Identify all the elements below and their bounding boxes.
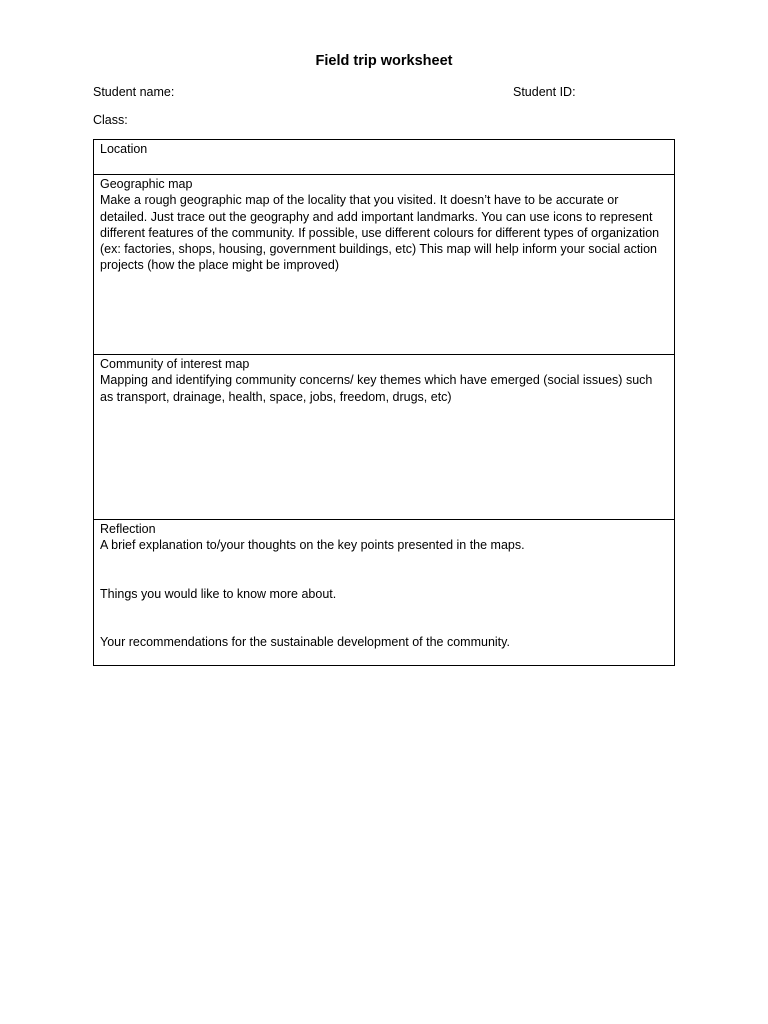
page-title: Field trip worksheet	[315, 53, 453, 69]
geographic-map-description: Make a rough geographic map of the locality that you visited. It doesn’t have to be accurate or detailed. Just trace out the geography and add important landmarks. You can use icons to represent different features of the community. If possible, use different colours for different types of organization (ex: factories, shops, housing, government buildings, etc) This map will help inform your social action projects (how the place might be improved)	[100, 193, 660, 273]
geographic-map-row	[94, 174, 674, 354]
student-name-label: Student name:	[93, 85, 175, 99]
reflection-row	[94, 519, 674, 665]
reflection-prompt-recommendations: Your recommendations for the sustainable development of the community.	[100, 634, 510, 649]
reflection-label: Reflection	[100, 522, 156, 536]
location-row	[94, 140, 674, 174]
reflection-gap	[100, 554, 668, 586]
community-map-row	[94, 354, 674, 519]
community-map-label: Community of interest map	[100, 357, 250, 371]
reflection-prompt-know-more: Things you would like to know more about.	[100, 586, 337, 601]
location-label: Location	[100, 142, 148, 156]
reflection-prompt-explanation: A brief explanation to/your thoughts on the key points presented in the maps.	[100, 538, 525, 553]
community-map-description: Mapping and identifying community concerns/ key themes which have emerged (social issues) such as transport, drainage, health, space, jobs, freedom, drugs, etc)	[100, 373, 653, 404]
reflection-gap	[100, 602, 668, 634]
worksheet-table	[93, 139, 675, 666]
geographic-map-label: Geographic map	[100, 177, 193, 191]
student-id-label: Student ID:	[513, 85, 576, 99]
class-label: Class:	[93, 113, 128, 127]
